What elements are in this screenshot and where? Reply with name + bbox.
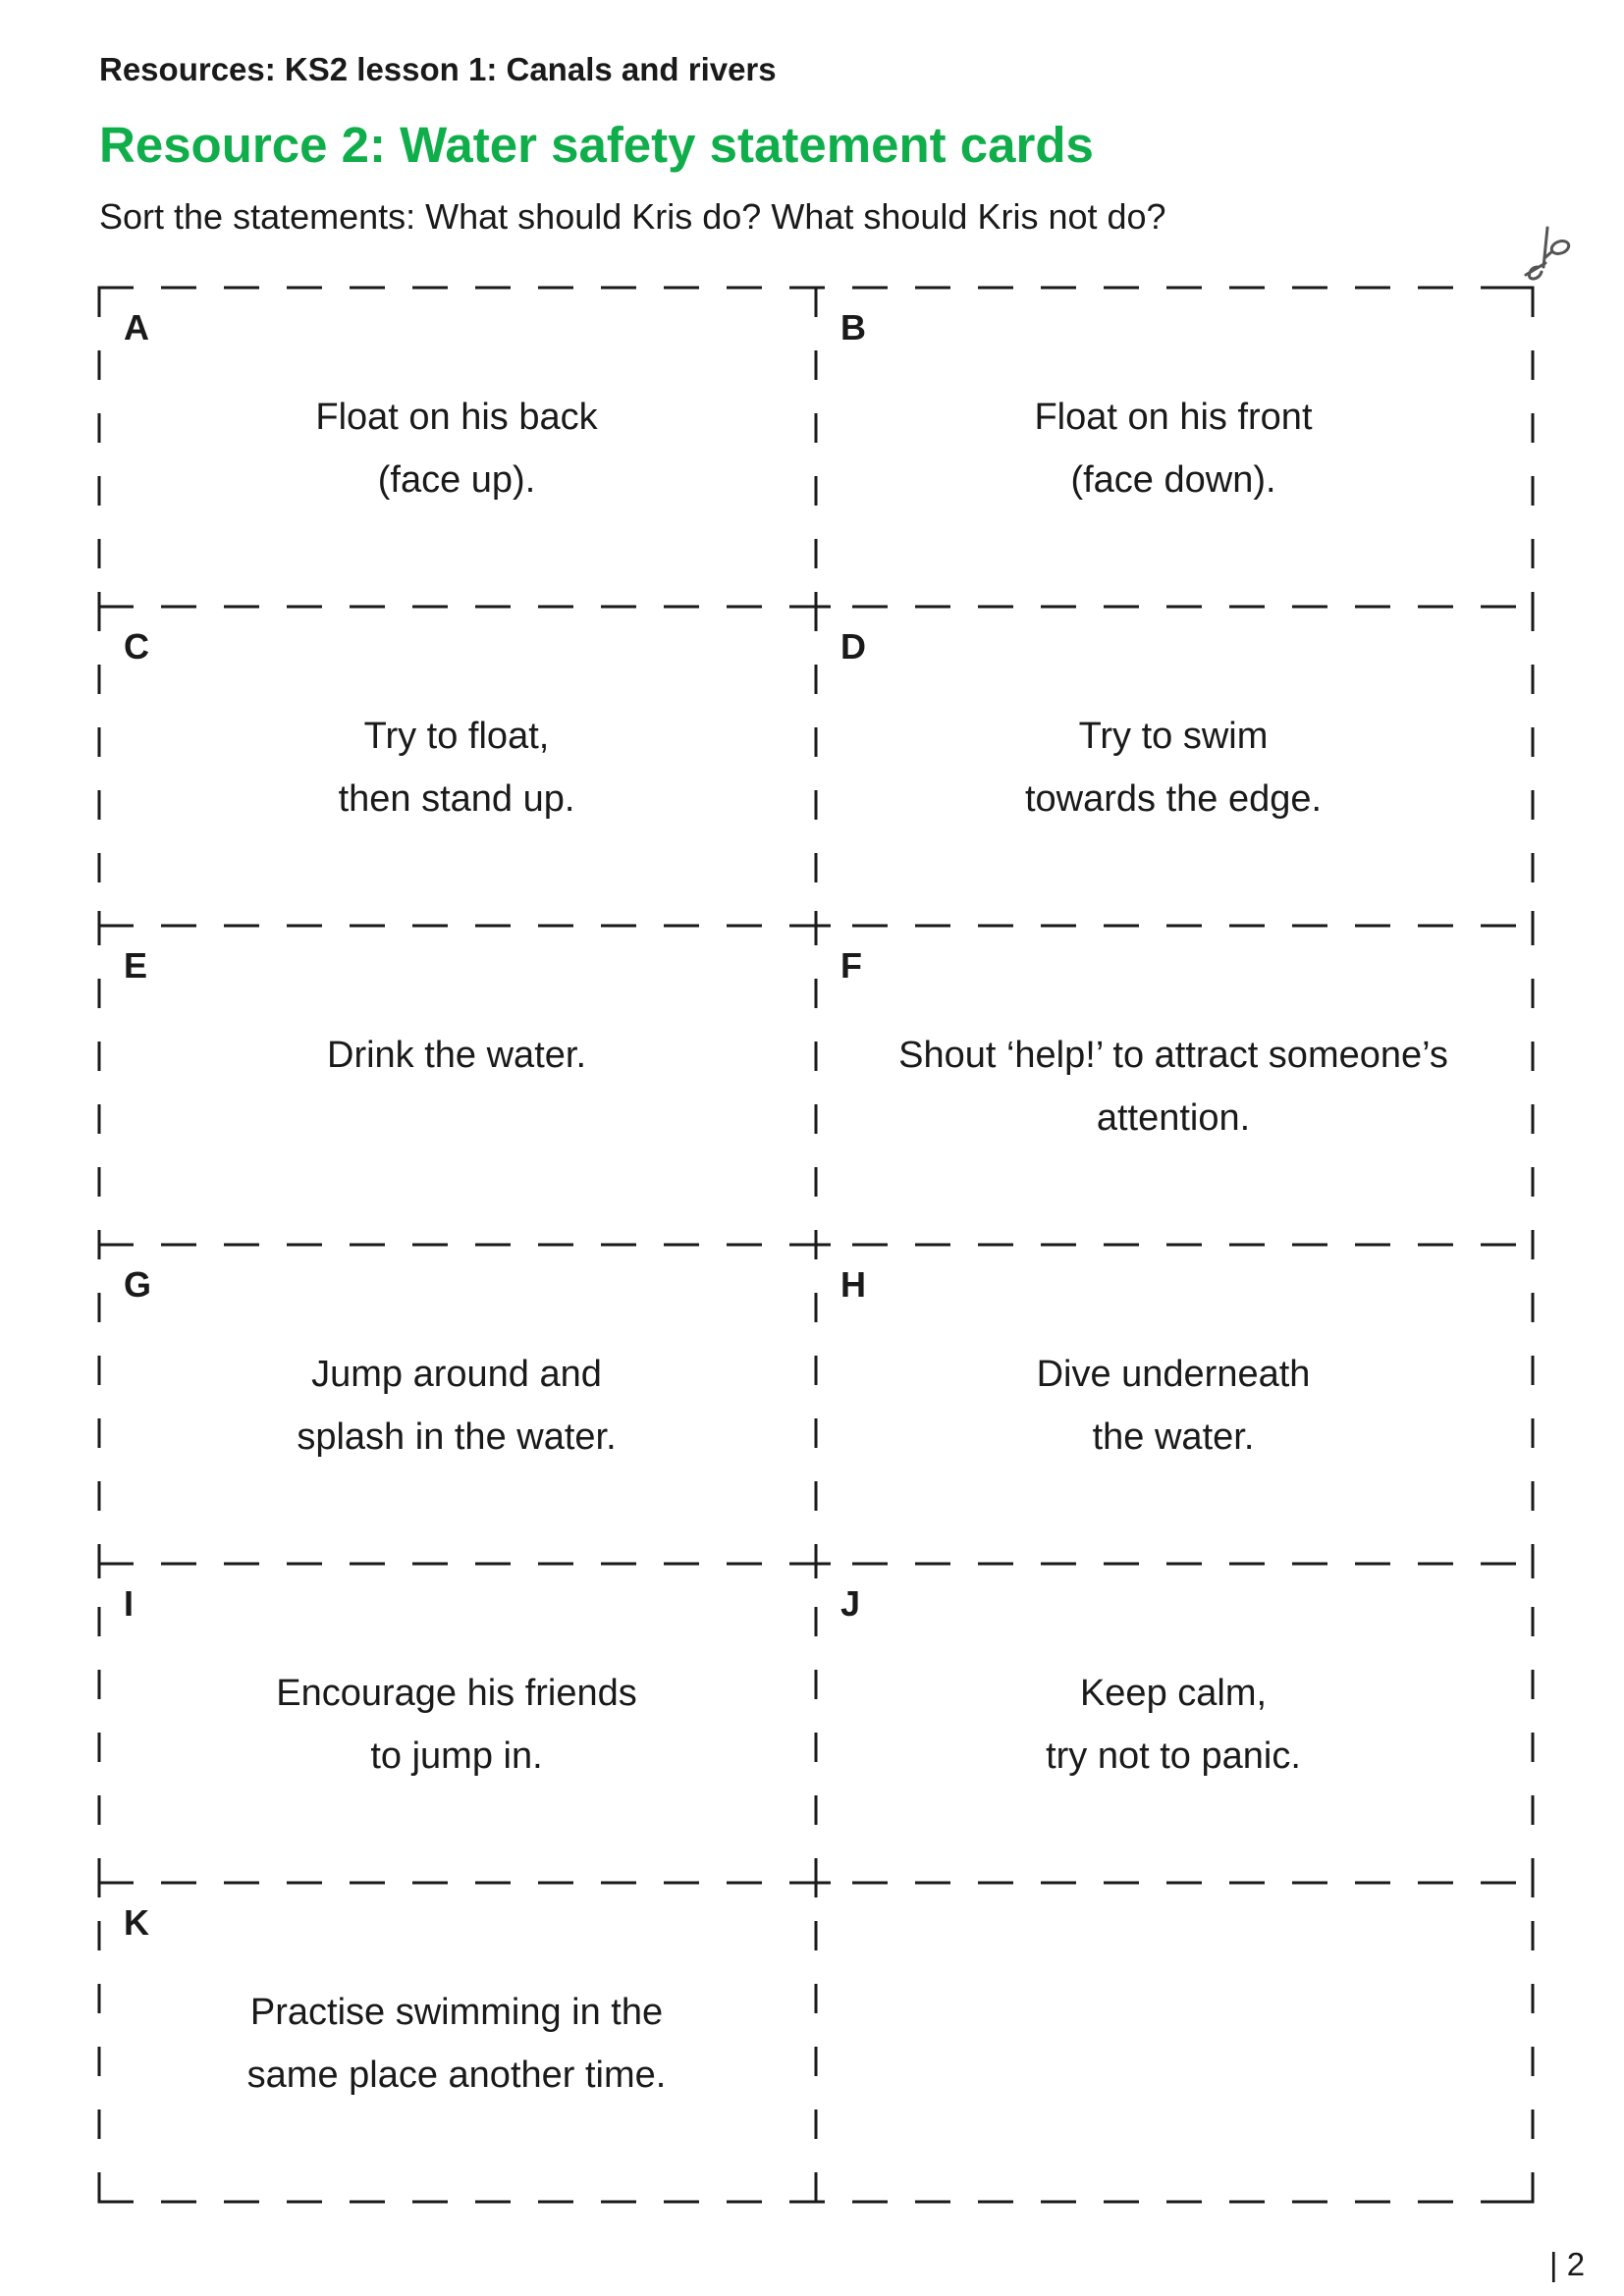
card-statement-line: Keep calm, xyxy=(1079,1673,1268,1714)
card-statement xyxy=(845,1343,1501,1468)
card-statement-line: Try to swim xyxy=(1078,716,1269,757)
card-statement xyxy=(845,705,1501,830)
card-letter: E xyxy=(124,945,148,986)
card-letter: I xyxy=(124,1583,135,1624)
card-letter: B xyxy=(840,307,866,347)
card-statement-line: Float on his front xyxy=(1034,397,1313,438)
card-statement xyxy=(129,1981,785,2107)
statement-card-a xyxy=(99,288,814,607)
page-number: | 2 xyxy=(1549,2246,1586,2282)
statement-card-j xyxy=(816,1564,1531,1883)
card-statement-line: (face down). xyxy=(1070,459,1276,501)
card-statement xyxy=(129,1024,785,1087)
card-statement-line: to jump in. xyxy=(370,1735,543,1777)
card-statement-line: Try to float, xyxy=(363,716,550,757)
card-statement xyxy=(845,386,1501,511)
card-letter: A xyxy=(124,307,149,347)
card-statement xyxy=(129,705,785,830)
statement-card-k xyxy=(99,1883,814,2202)
card-statement-line: Jump around and xyxy=(311,1354,602,1395)
card-statement-line: Drink the water. xyxy=(327,1035,586,1076)
statement-card-i xyxy=(99,1564,814,1883)
card-letter: K xyxy=(124,1902,149,1943)
card-statement-line: Shout ‘help!’ to attract someone’s xyxy=(898,1035,1448,1076)
card-statement-line: same place another time. xyxy=(246,2055,667,2096)
card-statement-line: (face up). xyxy=(377,459,536,501)
card-statement-line: towards the edge. xyxy=(1024,778,1323,820)
card-letter: G xyxy=(124,1264,152,1305)
card-statement-line: the water. xyxy=(1092,1416,1255,1458)
card-letter: F xyxy=(840,945,862,986)
card-statement-line: Dive underneath xyxy=(1036,1354,1311,1395)
card-letter: J xyxy=(840,1583,861,1624)
card-statement-line: Practise swimming in the xyxy=(249,1992,664,2033)
statement-card-d xyxy=(816,607,1531,926)
statement-card-f xyxy=(816,926,1531,1245)
card-statement-line: then stand up. xyxy=(338,778,575,820)
statement-card-e xyxy=(99,926,814,1245)
card-statement-line: Encourage his friends xyxy=(276,1673,637,1714)
statement-card-b xyxy=(816,288,1531,607)
card-statement xyxy=(845,1662,1501,1788)
card-statement-line: Float on his back xyxy=(315,397,598,438)
scissors-icon xyxy=(1520,224,1579,293)
card-statement xyxy=(129,1343,785,1468)
card-statement xyxy=(826,1024,1521,1149)
instruction-text: Sort the statements: What should Kris do? What should Kris not do? xyxy=(99,196,1166,237)
card-letter: H xyxy=(840,1264,866,1305)
card-letter: D xyxy=(840,626,866,667)
statement-card-c xyxy=(99,607,814,926)
statement-card-h xyxy=(816,1245,1531,1564)
card-letter: C xyxy=(124,626,149,667)
card-statement-line: try not to panic. xyxy=(1046,1735,1301,1777)
resource-header: Resources: KS2 lesson 1: Canals and rivers xyxy=(99,51,777,87)
card-statement-line: splash in the water. xyxy=(297,1416,617,1458)
empty-card xyxy=(816,1883,1531,2202)
statement-card-g xyxy=(99,1245,814,1564)
card-statement-line: attention. xyxy=(1096,1097,1251,1139)
card-statement xyxy=(129,1662,785,1788)
card-statement xyxy=(129,386,785,511)
page-title: Resource 2: Water safety statement cards xyxy=(99,117,1094,173)
